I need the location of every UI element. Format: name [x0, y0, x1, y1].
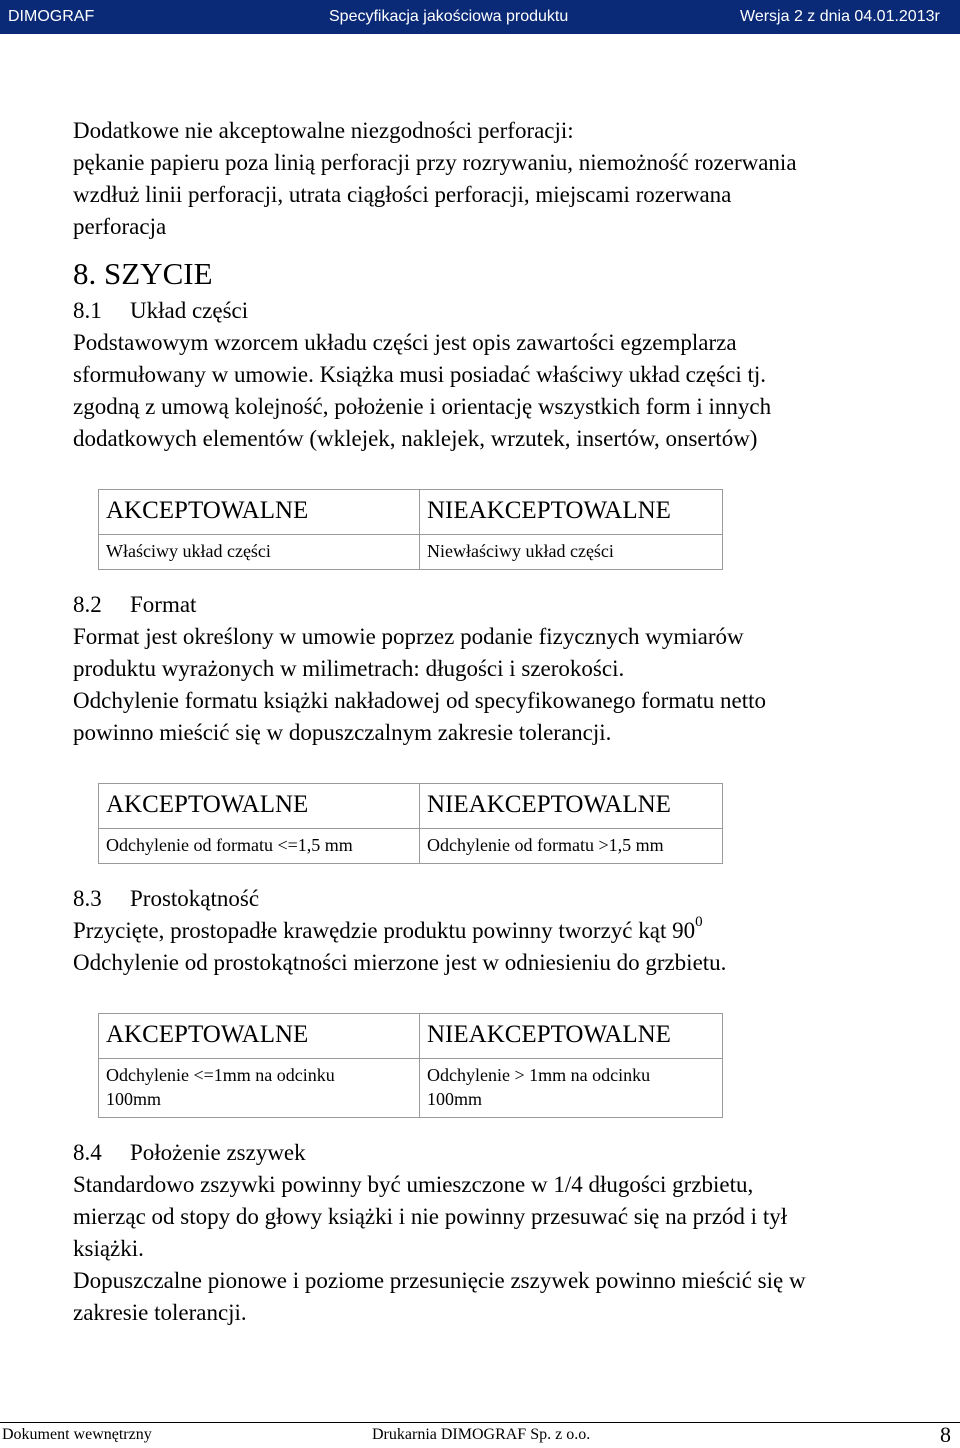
paragraph-line: powinno mieścić się w dopuszczalnym zakresie tolerancji.: [73, 720, 612, 745]
section-number: 8.1: [73, 298, 102, 323]
paragraph-line: [73, 915, 958, 947]
document-body: [73, 115, 958, 1329]
section-title: Położenie zszywek: [130, 1140, 306, 1165]
section-8-4-heading: [73, 1137, 958, 1169]
section-8-1-heading: [73, 295, 958, 327]
paragraph-line: Standardowo zszywki powinny być umieszczone w 1/4 długości grzbietu,: [73, 1172, 754, 1197]
footer-doc-type: Dokument wewnętrzny: [2, 1426, 152, 1443]
degree-superscript: 0: [695, 914, 703, 931]
paragraph-line: Odchylenie od prostokątności mierzone jest w odniesieniu do grzbietu.: [73, 950, 727, 975]
acceptable-header: AKCEPTOWALNE: [99, 784, 420, 829]
section-8-title: 8. SZYCIE: [73, 256, 213, 291]
unacceptable-value: [420, 1059, 723, 1118]
header-company: DIMOGRAF: [8, 8, 95, 25]
value-line: Odchylenie > 1mm na odcinku: [427, 1065, 651, 1085]
footer-divider: [0, 1422, 960, 1423]
value-line: Odchylenie <=1mm na odcinku: [106, 1065, 335, 1085]
paragraph-line: mierząc od stopy do głowy książki i nie powinny przesuwać się na przód i tył: [73, 1204, 788, 1229]
acceptable-value: [99, 1059, 420, 1118]
paragraph-line: sformułowany w umowie. Książka musi posiadać właściwy układ części tj.: [73, 362, 767, 387]
section-title: Układ części: [130, 298, 249, 323]
header-version: Wersja 2 z dnia 04.01.2013r: [740, 8, 940, 25]
page-number: 8: [940, 1422, 951, 1447]
unacceptable-header: NIEAKCEPTOWALNE: [420, 490, 723, 535]
page-header: [0, 0, 960, 34]
paragraph-line: Dopuszczalne pionowe i poziome przesunięcie zszywek powinno mieścić się w: [73, 1268, 806, 1293]
paragraph-line: Podstawowym wzorcem układu części jest opis zawartości egzemplarza: [73, 330, 737, 355]
section-number: 8.2: [73, 592, 102, 617]
paragraph-line: Odchylenie formatu książki nakładowej od specyfikowanego formatu netto: [73, 688, 766, 713]
intro-line: perforacja: [73, 214, 167, 239]
acceptable-header: AKCEPTOWALNE: [99, 1014, 420, 1059]
paragraph-line: zakresie tolerancji.: [73, 1300, 247, 1325]
intro-line: pękanie papieru poza linią perforacji przy rozrywaniu, niemożność rozerwania: [73, 150, 797, 175]
angle-text: Przycięte, prostopadłe krawędzie produktu powinny tworzyć kąt 90: [73, 918, 696, 943]
header-doc-title: Specyfikacja jakościowa produktu: [329, 8, 569, 25]
value-line: 100mm: [427, 1089, 483, 1109]
section-number: 8.4: [73, 1140, 102, 1165]
unacceptable-header: NIEAKCEPTOWALNE: [420, 1014, 723, 1059]
section-title: Prostokątność: [130, 886, 260, 911]
intro-line: wzdłuż linii perforacji, utrata ciągłości perforacji, miejscami rozerwana: [73, 182, 732, 207]
acceptance-table-layout: [98, 489, 723, 570]
unacceptable-header: NIEAKCEPTOWALNE: [420, 784, 723, 829]
unacceptable-value: Odchylenie od formatu >1,5 mm: [420, 829, 723, 864]
paragraph-line: Format jest określony w umowie poprzez podanie fizycznych wymiarów: [73, 624, 744, 649]
value-line: 100mm: [106, 1089, 162, 1109]
paragraph-line: książki.: [73, 1236, 144, 1261]
acceptable-value: Właściwy układ części: [99, 535, 420, 570]
section-8-3-heading: [73, 883, 958, 915]
section-8-2-heading: [73, 589, 958, 621]
unacceptable-value: Niewłaściwy układ części: [420, 535, 723, 570]
paragraph-line: zgodną z umową kolejność, położenie i orientację wszystkich form i innych: [73, 394, 772, 419]
acceptable-value: Odchylenie od formatu <=1,5 mm: [99, 829, 420, 864]
paragraph-line: dodatkowych elementów (wklejek, naklejek, wrzutek, insertów, onsertów): [73, 426, 758, 451]
intro-heading: Dodatkowe nie akceptowalne niezgodności perforacji:: [73, 118, 574, 143]
acceptance-table-format: [98, 783, 723, 864]
section-title: Format: [130, 592, 197, 617]
acceptance-table-squareness: [98, 1013, 723, 1118]
paragraph-line: produktu wyrażonych w milimetrach: długości i szerokości.: [73, 656, 625, 681]
acceptable-header: AKCEPTOWALNE: [99, 490, 420, 535]
page-footer: [0, 1422, 960, 1448]
footer-company: Drukarnia DIMOGRAF Sp. z o.o.: [372, 1426, 591, 1443]
section-number: 8.3: [73, 886, 102, 911]
